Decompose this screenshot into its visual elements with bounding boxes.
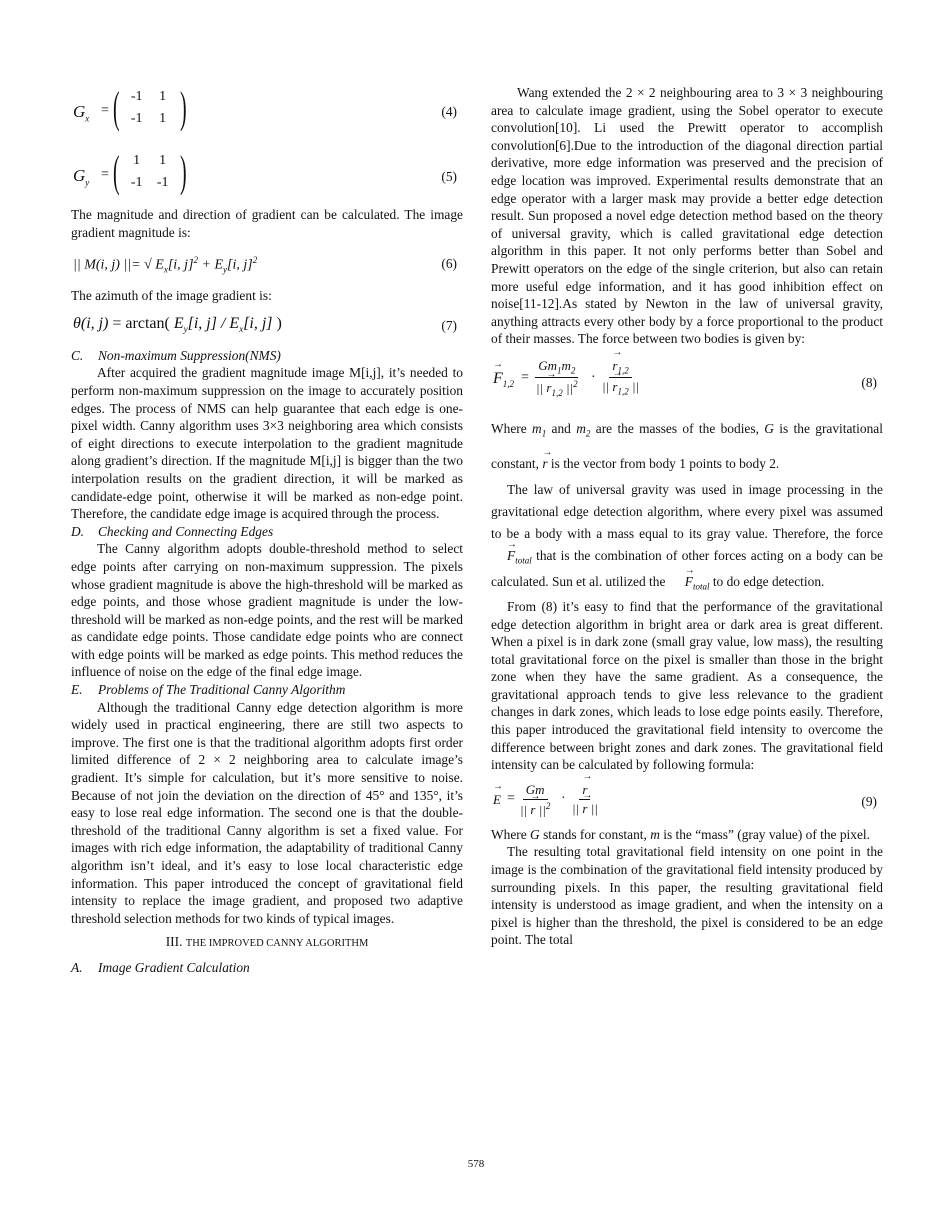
section-heading-e: E. Problems of The Traditional Canny Algorithm [71, 682, 346, 698]
right-column [491, 84, 883, 949]
paragraph: Where G stands for constant, m is the “mass” (gray value) of the pixel. [491, 826, 870, 842]
equation-number: (6) [441, 256, 457, 272]
paragraph: The azimuth of the image gradient is: [71, 288, 272, 304]
section-heading-iii: III. THE IMPROVED CANNY ALGORITHM [165, 934, 369, 950]
equation-number: (9) [861, 793, 877, 809]
equation-number: (5) [441, 169, 457, 184]
paragraph: The magnitude and direction of gradient can be calculated. The image gradient magnitude is: [71, 207, 463, 240]
equation-7: θ(i, j) = arctan( $E_y[i$, $j] / E_x[i$, j] ) (7) [73, 314, 457, 334]
paragraph: From (8) it’s easy to find that the performance of the gravitational edge detection algorithm in bright area or dark area is great different. When a pixel is in dark zone (small gray value, low mass), the resulting total gravitational force on the pixel is smaller than those in the bright zone when they have the same gradient. As a consequence, the gravitational approach tends to give less relevance to the gradient changes in dark zones, which leads to lose edge points easily. Therefore, this paper introduced the gravitational field intensity to overcome the difference between bright zones and dark zones. The gravitational field intensity can be calculated by following formula: [491, 598, 883, 773]
equation-9: → E = $\frac{Gm}{|| \to r ||^2}$ · → $\frac{r}{|| \to r ||}$ (9) [491, 778, 883, 826]
paragraph: Wang extended the 2 × 2 neighbouring area to 3 × 3 neighbouring area to calculate image gradient, using the Sobel operator to execute convolution[10]. Li used the Prewitt operator to accomplish convolution[6].Due to the introduction of the diagonal direction partial derivative, more edge information was preserved and the precision of edge location was improved. Experimental results demonstrate that an edge operator with a larger mask may provide a better edge detection result. Sun proposed a novel edge detection method based on the theory of universal gravity, which is called gravitational edge detection algorithm in this paper. It not only performs better than Sobel and Prewitt operators on the edge of the single criterion, but also can retain more useful edge information, and it has good inhibition effect on noise[11-12].As stated by Newton in the law of universal gravity, anything attracts every other body by a force proportional to the product of their masses. The force between two bodies is given by: [491, 85, 883, 347]
section-heading-a: A. Image Gradient Calculation [71, 959, 250, 975]
equation-5: $G_y$ = ( 1 1 -1 -1 ) (5) [73, 147, 457, 196]
paragraph: Although the traditional Canny edge detection algorithm is more widely used in practical engineering, there are still two aspects to improve. The first one is that the traditional algorithm adopts first order limited difference of 2 × 2 neighboring area to calculate image’s gradient. It’s simple for calculation, but it’s more sensitive to noise. Because of not join the deviation on the direction of 45° and 135°, it’s easy to lose real edge information. The second one is that the double-threshold of the traditional Canny algorithm is set a fixed value. For images with rich edge information, the adaptability of traditional Canny algorithm isn’t ideal, and it’s easy to lose local characteristic edge information. This paper introduced the concept of gravitational field intensity to replace the image gradient, and proposed two adaptive threshold selection methods for two kinds of typical images. [71, 699, 463, 926]
equation-number: (4) [441, 104, 457, 119]
left-column [71, 84, 463, 977]
paragraph: The law of universal gravity was used in image processing in the gravitational edge detection algorithm, where every pixel was assumed to be a body with a mass equal to its gray value. Therefore, the force → $F_{total}$ that is the combination of other forces acting on a body can be calculated. Sun et al. utilized the → $F_{total}$ to do edge detection. [491, 479, 883, 598]
equation-number: (7) [441, 317, 457, 333]
paragraph: The Canny algorithm adopts double-threshold method to select edge points after carrying on non-maximum suppression. The pixels whose gradient magnitude is above the high-threshold will be marked as edge points, and those whose gradient magnitude is under the low-threshold will be marked as non-edge points, and the rest will be marked as candidate edge points. Those candidate edge points who are connect with edge points will be marked as edge points. This method reduces the influence of noise on the edge of the final edge image. [71, 541, 463, 680]
paragraph: The resulting total gravitational field intensity on one point in the image is the combination of the gravitational field intensity produced by surrounding pixels. In this paper, the resulting gravitational field intensity is understood as image gradient, and when the intensity on a pixel is higher than the threshold, the pixel is considered to be an edge point. The total [491, 844, 883, 948]
equation-number: (8) [861, 374, 877, 390]
section-heading-d: D. Checking and Connecting Edges [71, 523, 274, 539]
paragraph: After acquired the gradient magnitude image M[i,j], it’s needed to perform non-maximum suppression on the image to accurately position edges. The process of NMS can help guarantee that each edge is one-pixel width. Canny algorithm uses 3×3 neighboring area which consists of eight directions to execute interpolation to the gradient magnitude along gradient’s direction. If the magnitude M[i,j] is bigger than the two interpolation results on the gradient direction, it will be marked as candidate-edge point, otherwise it will be marked as non-edge point. Therefore, the candidate edge image is acquired through the process. [71, 365, 463, 522]
equation-6: || M(i, j) ||= √ $E_x[i$, $j]^2 + E_y[i$, j]$^2$ (6) [73, 255, 457, 275]
page-number: 578 [467, 1158, 485, 1170]
equation-4: $G_x$ = ( -1 1 -1 1 ) (4) [73, 83, 457, 132]
equation-8: → $F_{1,2}$ = $\frac{Gm_1m_2}{|| \to r_{1,2} ||^2}$ · → $\frac{r_{1,2}}{|| \to r_{1,2} ||}$ (8) [491, 352, 883, 414]
section-heading-c: C. Non-maximum Suppression(NMS) [71, 347, 281, 363]
paragraph: Where $m_1$ and $m_2$ are the masses of the bodies, G is the gravitational constant, → r is the vector from body 1 points to body 2. [491, 414, 883, 479]
